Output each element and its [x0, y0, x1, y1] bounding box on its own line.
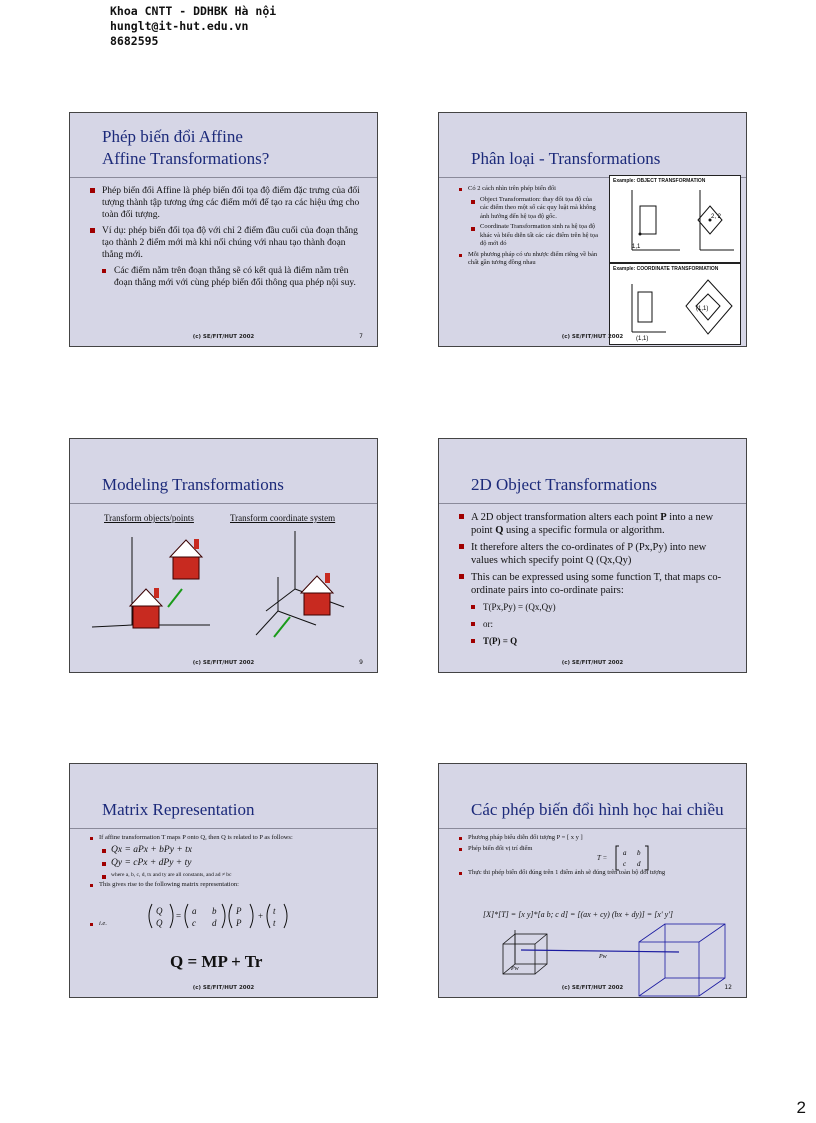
bullet-object-transform: Object Transformation: thay đổi tọa độ của các điểm theo một số các quy luật mà không ảnh hưởng đến hệ tọa độ gốc.	[471, 196, 600, 222]
slide-title: Matrix Representation	[102, 800, 255, 819]
slide-number: 7	[359, 333, 363, 340]
svg-text:d: d	[212, 918, 217, 928]
caption-transform-objects: Transform objects/points	[104, 513, 194, 523]
header-email: hunglt@it-hut.edu.vn	[110, 19, 249, 33]
bullet-ie: i.e.	[90, 920, 365, 929]
equation-qx: Qx = aPx + bPy + tx	[102, 845, 365, 856]
caption-transform-coords: Transform coordinate system	[230, 513, 336, 523]
svg-text:+: +	[258, 911, 264, 921]
bullet-pros-cons: Mỗi phương pháp có ưu nhược điểm riêng về bản chất gần tương đồng nhau	[459, 251, 600, 268]
slide-title: 2D Object Transformations	[471, 475, 658, 494]
bullet-apply-all: Thực thi phép biến đổi đúng trên 1 điểm ảnh sẽ đúng trên toàn bộ đối tượng	[459, 869, 734, 878]
label-coord-1-1-b: (1,1)	[696, 306, 709, 312]
bullet-tpq: T(P) = Q	[471, 635, 734, 648]
page-number: 2	[796, 1098, 806, 1117]
header-phone: 8682595	[110, 34, 159, 48]
svg-text:a: a	[192, 906, 197, 916]
bullet-matrix-rep: This gives rise to the following matrix representation:	[90, 881, 365, 890]
slide-affine	[69, 112, 378, 347]
slide-title: Phân loại - Transformations	[471, 149, 661, 168]
bullet-or: or:	[471, 618, 734, 631]
slide-title-line1: Phép biến đổi Affine	[102, 127, 243, 146]
svg-text:Q: Q	[156, 918, 163, 928]
example-object-caption: Example: OBJECT TRANSFORMATION	[613, 178, 706, 184]
svg-text:t: t	[273, 906, 276, 916]
slide-footer: (c) SE/FIT/HUT 2002	[561, 334, 624, 340]
transform-equation: [X]*[T] = [x y]*[a b; c d] = [(ax + cy) (bx + dy)] = [x' y']	[483, 910, 673, 919]
svg-text:t: t	[273, 918, 276, 928]
svg-text:=: =	[176, 911, 182, 921]
slide-classification	[438, 112, 747, 347]
object-transform-diagram	[610, 176, 740, 262]
label-pw: Pw	[511, 966, 519, 972]
document-header	[110, 4, 276, 49]
slide-2d-object	[438, 438, 747, 673]
bullet-mapping: T(Px,Py) = (Qx,Qy)	[471, 601, 734, 614]
slide-footer: (c) SE/FIT/HUT 2002	[192, 660, 255, 666]
slide-2d-geometric	[438, 763, 747, 998]
modeling-diagram	[70, 439, 378, 673]
slide-matrix	[69, 763, 378, 998]
bullet-coordinates: It therefore alters the co-ordinates of P (Px,Py) into new values which specify point Q (Qx,Qy)	[459, 541, 734, 567]
bullet-affine-map: If affine transformation T maps P onto Q, then Q is related to P as follows:	[90, 834, 365, 843]
svg-text:a: a	[623, 849, 627, 857]
svg-text:d: d	[637, 860, 641, 868]
bullet-alters-point: A 2D object transformation alters each point P into a new point Q using a specific formula or algorithm.	[459, 511, 734, 537]
note-constants: where a, b, c, d, tx and ty are all constants, and ad ≠ bc	[102, 871, 365, 880]
slide-footer: (c) SE/FIT/HUT 2002	[192, 334, 255, 340]
label-1-1: 1,1	[632, 244, 641, 250]
slide-footer: (c) SE/FIT/HUT 2002	[192, 985, 255, 991]
example-coordinate-box	[609, 263, 741, 345]
example-coordinate-caption: Example: COORDINATE TRANSFORMATION	[613, 266, 719, 272]
slide-number: 9	[359, 659, 363, 666]
slide-number: 12	[724, 984, 732, 991]
bullet-interpolation: Các điểm nằm trên đoạn thẳng sẽ có kết quả là điểm nằm trên đoạn thẳng mới với cùng phép biến đổi thông qua phép nội suy.	[102, 265, 365, 289]
slide-footer: (c) SE/FIT/HUT 2002	[561, 660, 624, 666]
slide-title-line2: Affine Transformations?	[102, 149, 270, 168]
bullet-two-views: Có 2 cách nhìn trên phép biến đổi	[459, 185, 600, 194]
bullet-example: Ví dụ: phép biến đổi tọa độ với chỉ 2 điểm đầu cuối của đoạn thẳng tạo thành 2 điểm mới mà khi nối chúng với nhau tạo thành đoạn thẳng mới.	[90, 225, 365, 261]
svg-text:P: P	[236, 918, 242, 928]
equation-qy: Qy = cPx + dPy + ty	[102, 858, 365, 869]
bullet-point-transform: Phép biến đổi vị trí điểm	[459, 845, 734, 854]
label-coord-1-1: (1,1)	[636, 336, 649, 342]
slide-title: Các phép biến đổi hình học hai chiều	[471, 800, 724, 819]
matrix-t-label: T =	[597, 854, 608, 862]
bullet-definition: Phép biến đổi Affine là phép biến đổi tọa độ điểm đặc trưng của đối tượng thành tập tương ứng các điểm mới để tạo ra các hiệu ứng cho toàn đối tượng.	[90, 185, 365, 221]
equation-q-mp-tr: Q = MP + Tr	[170, 952, 263, 971]
label-pw-projected: Pw	[599, 954, 607, 960]
svg-text:b: b	[212, 906, 217, 916]
svg-text:c: c	[623, 860, 627, 868]
title-divider	[439, 503, 746, 504]
cube-projection-diagram	[439, 764, 747, 998]
svg-text:c: c	[192, 918, 196, 928]
example-object-box	[609, 175, 741, 263]
bullet-coordinate-transform: Coordinate Transformation sinh ra hệ tọa độ khác và biểu diễn tất các các điểm trên hệ tọa độ mới đó	[471, 223, 600, 249]
slide-footer: (c) SE/FIT/HUT 2002	[561, 985, 624, 991]
svg-text:P: P	[236, 906, 242, 916]
coordinate-transform-diagram	[610, 264, 740, 344]
title-divider	[70, 177, 377, 178]
bullet-representation: Phương pháp biểu diễn đối tượng P = [ x y ]	[459, 834, 734, 843]
header-department: Khoa CNTT - DDHBK Hà nội	[110, 4, 277, 18]
label-2-2: 2, 2	[711, 214, 722, 220]
slide-title: Modeling Transformations	[102, 475, 284, 494]
svg-text:b: b	[637, 849, 641, 857]
slide-modeling	[69, 438, 378, 673]
bullet-function: This can be expressed using some function T, that maps co-ordinate pairs into co-ordinate pairs:	[459, 571, 734, 597]
svg-text:Q: Q	[156, 906, 163, 916]
